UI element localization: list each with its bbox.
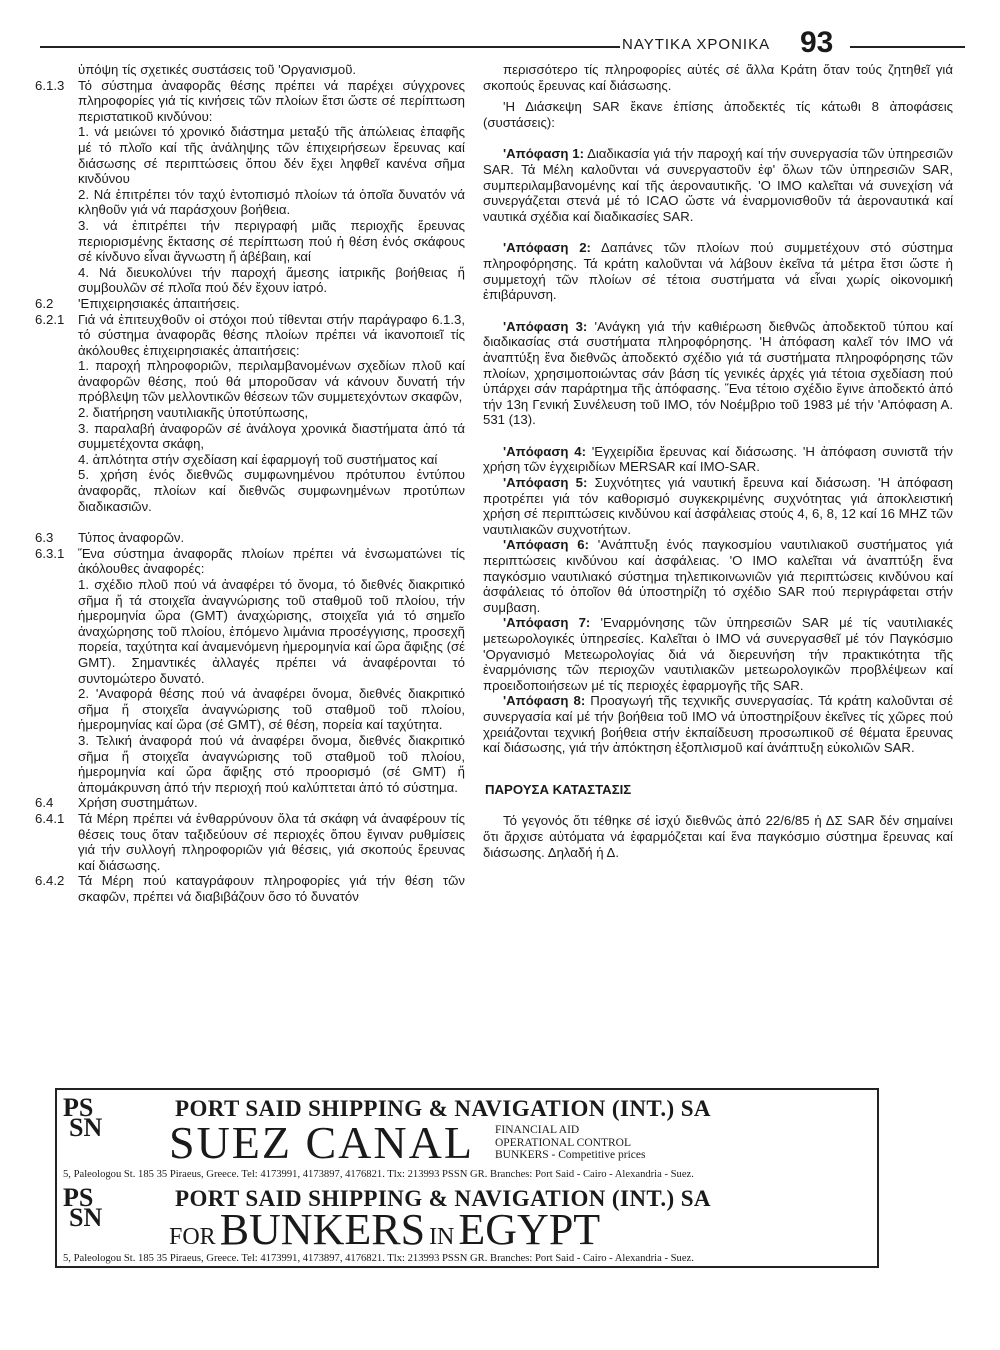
item-number: 6.3 — [35, 530, 54, 546]
item-number: 6.4.1 — [35, 810, 65, 826]
company-name: PORT SAID SHIPPING & NAVIGATION (INT.) SA — [175, 1096, 711, 1121]
advertisement-bunkers — [55, 1180, 879, 1268]
paragraph: 'Η Διάσκεψη SAR ἔκανε ἐπίσης ἀποδεκτές τίς κάτωθι 8 ἀποφάσεις (συστάσεις): — [483, 99, 953, 130]
decision-text: 'Εναρμόνησης τῶν ὑπηρεσιῶν SAR μέ τίς ναυτιλιακές μετεωρολογικές ὑπηρεσίες. Καλεῖται ὁ IMO νά συνεργασθεῖ μέ τόν Παγκόσμιο 'Οργανισμό Μετεωρολογίας διά νά διερευνήση τήν πρακτικότητα τῆς ἐναρμόνισης τῶν περιοχῶν ναυτιλιακῶν μετεωρολογικῶν προβλέψεων καί προειδοποιήσεων μέ τίς περιοχές ἐφαρμογῆς τῆς SAR. — [483, 615, 953, 693]
services-list — [495, 1124, 645, 1162]
pssn-logo — [63, 1093, 125, 1162]
ad-headline: SUEZ CANAL — [169, 1117, 474, 1168]
sub-item: 3. Τελική ἀναφορά πού νά ἀναφέρει ὄνομα, διεθνές διακριτικό σῆμα ἤ στοιχεῖα ἀναγνώρισης τοῦ σταθμοῦ τοῦ πλοίου, ἡμερομηνία καί ὥρα ἄφιξης στό προορισμό (σέ GMT) ἤ ἀπομάκρυνση ἀπό τήν περιοχή πού καλύπτεται ἀπό τό σύστημα. — [78, 732, 465, 795]
pssn-logo — [63, 1183, 125, 1252]
headline-word: EGYPT — [458, 1205, 601, 1254]
sub-item: 4. Νά διευκολύνει τήν παροχή ἄμεσης ἰατρικῆς βοήθειας ἤ συμβουλῶν σέ πλοῖα πού δέν ἔχουν ἰατρό. — [78, 264, 465, 296]
decision-text: Δαπάνες τῶν πλοίων πού συμμετέχουν στό σύστημα πληροφόρησης. Τά κράτη καλοῦνται νά λάβουν ἐκεῖνα τά μέτρα ἔτσι ὥστε ἡ συμμετοχή τῶν πλοίων σέ τέτοια συστήματα νά εἶναι χωρίς οἰκονομική ἐπιβάρυνση. — [483, 240, 953, 303]
numbered-item — [35, 795, 465, 811]
item-text: Τά Μέρη πρέπει νά ἐνθαρρύνουν ὅλα τά σκάφη νά ἀναφέρουν τίς θέσεις τους ὅταν ταξιδεύουν σέ περιοχές ὅπου ἔγιναν ρυθμίσεις γιά τήν συλλογή πληροφοριῶν γιά θέσεις, γιά σκοπούς ἔρευνας καί διάσωσης. — [78, 810, 465, 873]
decision-label: 'Απόφαση 8: — [503, 693, 586, 709]
decision-paragraph — [483, 537, 953, 615]
item-text: Τύπος ἀναφορῶν. — [78, 530, 185, 546]
headline-word: FOR — [169, 1224, 216, 1250]
numbered-item — [35, 811, 465, 873]
decision-text: Διαδικασία γιά τήν παροχή καί τήν συνεργασία τῶν ὑπηρεσιῶν SAR. Τά Μέλη καλοῦνται νά συνεργαστοῦν ἐφ' ὅλων τῶν ὑπηρεσιῶν SAR, συμπεριλαμβανομένης καί τῆς ἀεροναυτικῆς. 'Ο IMO καλεῖται νά συνεχίση νά συνεργάζεται στενά μέ τό ICAO ὥστε νά ἐναρμονισθοῦν τά ἀεροναυτικά καί ναυτικά σχέδια καί διαδικασίες SAR. — [483, 146, 953, 224]
numbered-item — [35, 312, 465, 359]
service-item: BUNKERS - Competitive prices — [495, 1149, 646, 1161]
logo-text: SN — [69, 1203, 103, 1232]
decision-label: 'Απόφαση 4: — [503, 443, 586, 459]
contact-line: 5, Paleologou St. 185 35 Piraeus, Greece. Tel: 4173991, 4173897, 4176821. Tlx: 213993 PSSN GR. Branches: Port Said - Cairo - Alexandria - Suez. — [63, 1253, 694, 1264]
decision-paragraph — [483, 444, 953, 475]
sub-item: 2. 'Αναφορά θέσης πού νά ἀναφέρει ὄνομα, διεθνές διακριτικό σῆμα ἤ στοιχεῖα ἀναγνώρισης τοῦ σταθμοῦ τοῦ πλοίου, ἡμερομηνίας καί ὥρα (σέ GMT), σέ θέση, πορεία καί ταχύτητα. — [78, 686, 465, 733]
numbered-item — [35, 78, 465, 125]
item-number: 6.1.3 — [35, 77, 65, 93]
magazine-title: ΝΑΥΤΙΚΑ ΧΡΟΝΙΚΑ — [622, 36, 771, 53]
decision-paragraph — [483, 240, 953, 302]
decision-label: 'Απόφαση 3: — [503, 318, 588, 334]
headline-word: IN — [429, 1224, 455, 1250]
header-rule-left — [40, 46, 620, 48]
item-number: 6.2.1 — [35, 311, 65, 327]
decision-text: 'Ανάγκη γιά τήν καθιέρωση διεθνῶς ἀποδεκτοῦ τύπου καί διαδικασίας στά συστήματα πληροφόρησης. 'Η ἀπόφαση καλεῖ τόν IMO νά ἀναπτύξη ἕνα διεθνῶς ἀποδεκτό σχέδιο γιά τά συστήματα πληροφόρησης τῶν πλοίων, χρησιμοποιώντας σάν βάση τίς γενικές ἀρχές γιά τέτοια σχεδίαση πού ὑπάρχει σάν παράρτημα τῆς ἀπόφασης. Ἕνα τέτοιο σχέδιο ἔγινε ἀποδεκτό ἀπό τήν 13η Γενική Συνέλευση τοῦ IMO, τόν Νοέμβριο τοῦ 1983 μέ τήν 'Απόφαση Α. 531 (13). — [483, 318, 953, 428]
contact-line: 5, Paleologou St. 185 35 Piraeus, Greece. Tel: 4173991, 4173897, 4176821. Tlx: 213993 PSSN GR. Branches: Port Said - Cairo - Alexandria - Suez. — [63, 1169, 694, 1180]
sub-item: 2. διατήρηση ναυτιλιακῆς ὑποτύπωσης, — [78, 405, 309, 421]
left-column — [35, 62, 465, 904]
decision-label: 'Απόφαση 5: — [503, 475, 588, 491]
sub-item: 3. νά ἐπιτρέπει τήν περιγραφή μιᾶς περιοχῆς ἔρευνας περιορισμένης ἔκτασης σέ περίπτωση πού ἡ θέση ἑνός σκάφους σέ κίνδυνο εἶναι ἄγνωστη ἤ ἀβέβαιη, καί — [78, 217, 465, 265]
decision-text: 'Εγχειρίδια ἔρευνας καί διάσωσης. 'Η ἀπόφαση συνιστᾶ τήν χρήση τῶν ἐγχειριδίων MERSAR καί IMO-SAR. — [483, 443, 953, 475]
decision-paragraph — [483, 146, 953, 224]
decision-paragraph — [483, 475, 953, 537]
item-text: Τό σύστημα ἀναφορᾶς θέσης πρέπει νά παρέχει σύγχρονες πληροφορίες γιά τίς κινήσεις τῶν πλοίων ἔτσι ὥστε σέ περίπτωση περιστατικοῦ κινδύνου: — [78, 77, 465, 124]
logo-text: PS — [63, 1093, 94, 1122]
sub-item: 4. ἁπλότητα στήν σχεδίαση καί ἐφαρμογή τοῦ συστήματος καί — [78, 451, 438, 467]
advertisement-suez-canal — [55, 1088, 879, 1184]
sub-item: 1. παροχή πληροφοριῶν, περιλαμβανομένων σχεδίων πλοῦ καί ἀναφορῶν θέσης, πού θά μποροῦσαν νά κάνουν δυνατή τήν πρόβλεψη τῶν μελλοντικῶν θέσεων τῶν συμμετεχόντων σκαφῶν, — [78, 358, 465, 405]
logo-text: SN — [69, 1113, 103, 1142]
numbered-item — [35, 873, 465, 904]
sub-item: 2. Νά ἐπιτρέπει τόν ταχύ ἐντοπισμό πλοίων τά ὁποῖα δυνατόν νά κληθοῦν γιά νά παράσχουν βοήθεια. — [78, 186, 465, 218]
header-rule-right — [850, 46, 965, 48]
item-text: Χρήση συστημάτων. — [78, 795, 198, 811]
paragraph: Τό γεγονός ὅτι τέθηκε σέ ἰσχύ διεθνῶς ἀπό 22/6/85 ἡ ΔΣ SAR δέν σημαίνει ὅτι ἄρχισε αὐτόματα νά ἐφαρμόζεται καί ἕνα παγκόσμιο σύστημα ἔρευνας καί διάσωσης. Δηλαδή ἡ Δ. — [483, 813, 953, 860]
paragraph: ὑπόψη τίς σχετικές συστάσεις τοῦ 'Οργανισμοῦ. — [78, 62, 357, 77]
sub-item: 5. χρήση ἑνός διεθνῶς συμφωνημένου πρότυπου ἐντύπου ἀναφορᾶς, πλοίων καί διεθνῶς συμφωνημένων προτύπων διαδικασιῶν. — [78, 467, 465, 514]
company-name: PORT SAID SHIPPING & NAVIGATION (INT.) SA — [175, 1186, 711, 1211]
item-text: Ἕνα σύστημα ἀναφορᾶς πλοίων πρέπει νά ἐνσωματώνει τίς ἀκόλουθες ἀναφορές: — [78, 545, 465, 577]
item-number: 6.2 — [35, 295, 54, 311]
decision-paragraph — [483, 693, 953, 755]
section-heading: ΠΑΡΟΥΣΑ ΚΑΤΑΣΤΑΣΙΣ — [485, 781, 632, 797]
service-item: OPERATIONAL CONTROL — [495, 1136, 631, 1149]
decision-label: 'Απόφαση 2: — [503, 240, 591, 256]
logo-text: PS — [63, 1183, 94, 1212]
item-number: 6.4.2 — [35, 873, 65, 889]
item-text: Γιά νά ἐπιτευχθοῦν οἱ στόχοι πού τίθενται στήν παράγραφο 6.1.3, τό σύστημα ἀναφορᾶς θέσης πλοίων πρέπει νά ἱκανοποιεῖ τίς ἀκόλουθες ἐπιχειρησιακές ἀπαιτήσεις: — [78, 311, 465, 358]
item-number: 6.4 — [35, 795, 54, 811]
item-number: 6.3.1 — [35, 545, 65, 561]
decision-label: 'Απόφαση 6: — [503, 537, 589, 553]
numbered-item — [35, 296, 465, 312]
service-item: FINANCIAL AID — [495, 1124, 580, 1136]
decision-text: Συχνότητες γιά ναυτική ἔρευνα καί διάσωση. 'Η ἀπόφαση προτρέπει γιά τόν καθορισμό συγκεκριμένης συχνότητας γιά ἀποκλειστική χρήση σέ περιπτώσεις κινδύνου καί ἀσφάλειας στούς 4, 6, 8, 12 καί 16 MHZ τῶν ναυτιλιακῶν συχνοτήτων. — [483, 475, 953, 537]
sub-item: 1. νά μειώνει τό χρονικό διάστημα μεταξύ τῆς ἀπώλειας ἐπαφῆς μέ τό πλοῖο καί τῆς ἀνάληψης τῶν ἐπιχειρήσεων ἔρευνας καί διάσωσης σέ περιπτώσεις ὅπου δέν ἔχει ληφθεῖ κανένα σῆμα κινδύνου — [78, 124, 465, 187]
sub-item: 1. σχέδιο πλοῦ πού νά ἀναφέρει τό ὄνομα, τό διεθνές διακριτικό σῆμα ἤ τά στοιχεῖα ἀναγνώρισης τοῦ σταθμοῦ τοῦ πλοίου, τήν ἡμερομηνία ὥρα (GMT) ἀναχώρισης, στοιχεῖα γιά τό σημεῖο ἀναχώρησης τοῦ πλοίου, ἑπόμενο λιμάνια προσέγγισης, προσεχῆ πορεία, ταχύτητα καί ἀναμενόμενη ἡμερομηνία καί ὥρα ἄφιξης (σέ GMT). Σημαντικές ἀλλαγές πρέπει νά ἀναφέρονται τό συντομώτερο δυνατό. — [78, 577, 465, 686]
headline-word: BUNKERS — [219, 1205, 426, 1254]
page-number: 93 — [800, 26, 834, 59]
item-text: Τά Μέρη πού καταγράφουν πληροφορίες γιά τήν θέση τῶν σκαφῶν, πρέπει νά διαβιβάζουν ὅσο τό δυνατόν — [78, 873, 465, 904]
paragraph: περισσότερο τίς πληροφορίες αὐτές σέ ἄλλα Κράτη ὅταν τούς ζητηθεῖ γιά σκοπούς ἔρευνας καί διάσωσης. — [483, 62, 953, 93]
decision-label: 'Απόφαση 1: — [503, 146, 584, 162]
item-text: 'Επιχειρησιακές ἀπαιτήσεις. — [78, 295, 240, 311]
numbered-item — [35, 546, 465, 577]
sub-item: 3. παραλαβή ἀναφορῶν σέ ἀνάλογα χρονικά διαστήματα ἀπό τά συμμετέχοντα σκάφη, — [78, 420, 465, 452]
decision-text: Προαγωγή τῆς τεχνικῆς συνεργασίας. Τά κράτη καλοῦνται σέ συνεργασία καί μέ τήν βοήθεια τοῦ IMO νά ὑποστηρίξουν ἐκεῖνες τίς χῶρες πού χρειάζονται τεχνική βοήθεια στήν ἐκπαίδευση προσωπικοῦ σέ θέματα ἔρευνας καί διάσωσης, γιά τήν ἀπόκτηση ἐξοπλισμοῦ καί ἀνάπτυξη εὐκολιῶν SAR. — [483, 693, 953, 756]
right-column — [483, 62, 953, 860]
numbered-item — [35, 530, 465, 546]
decision-paragraph — [483, 319, 953, 428]
decision-paragraph — [483, 615, 953, 693]
decision-label: 'Απόφαση 7: — [503, 615, 591, 631]
decision-text: 'Ανάπτυξη ἑνός παγκοσμίου ναυτιλιακοῦ συστήματος γιά περιπτώσεις κινδύνου καί ἀσφάλειας. 'Ο IMO καλεῖται νά ἀναπτύξη ἕνα παγκόσμιο ναυτιλιακό σύστημα τηλεπικοινωνιῶν γιά περιπτώσεις κινδύνου καί ἀσφάλειας τό ὁποῖον θά ὑποστηρίζη τό σχέδιο SAR πού περιγράφεται στήν συμβαση. — [483, 537, 953, 615]
